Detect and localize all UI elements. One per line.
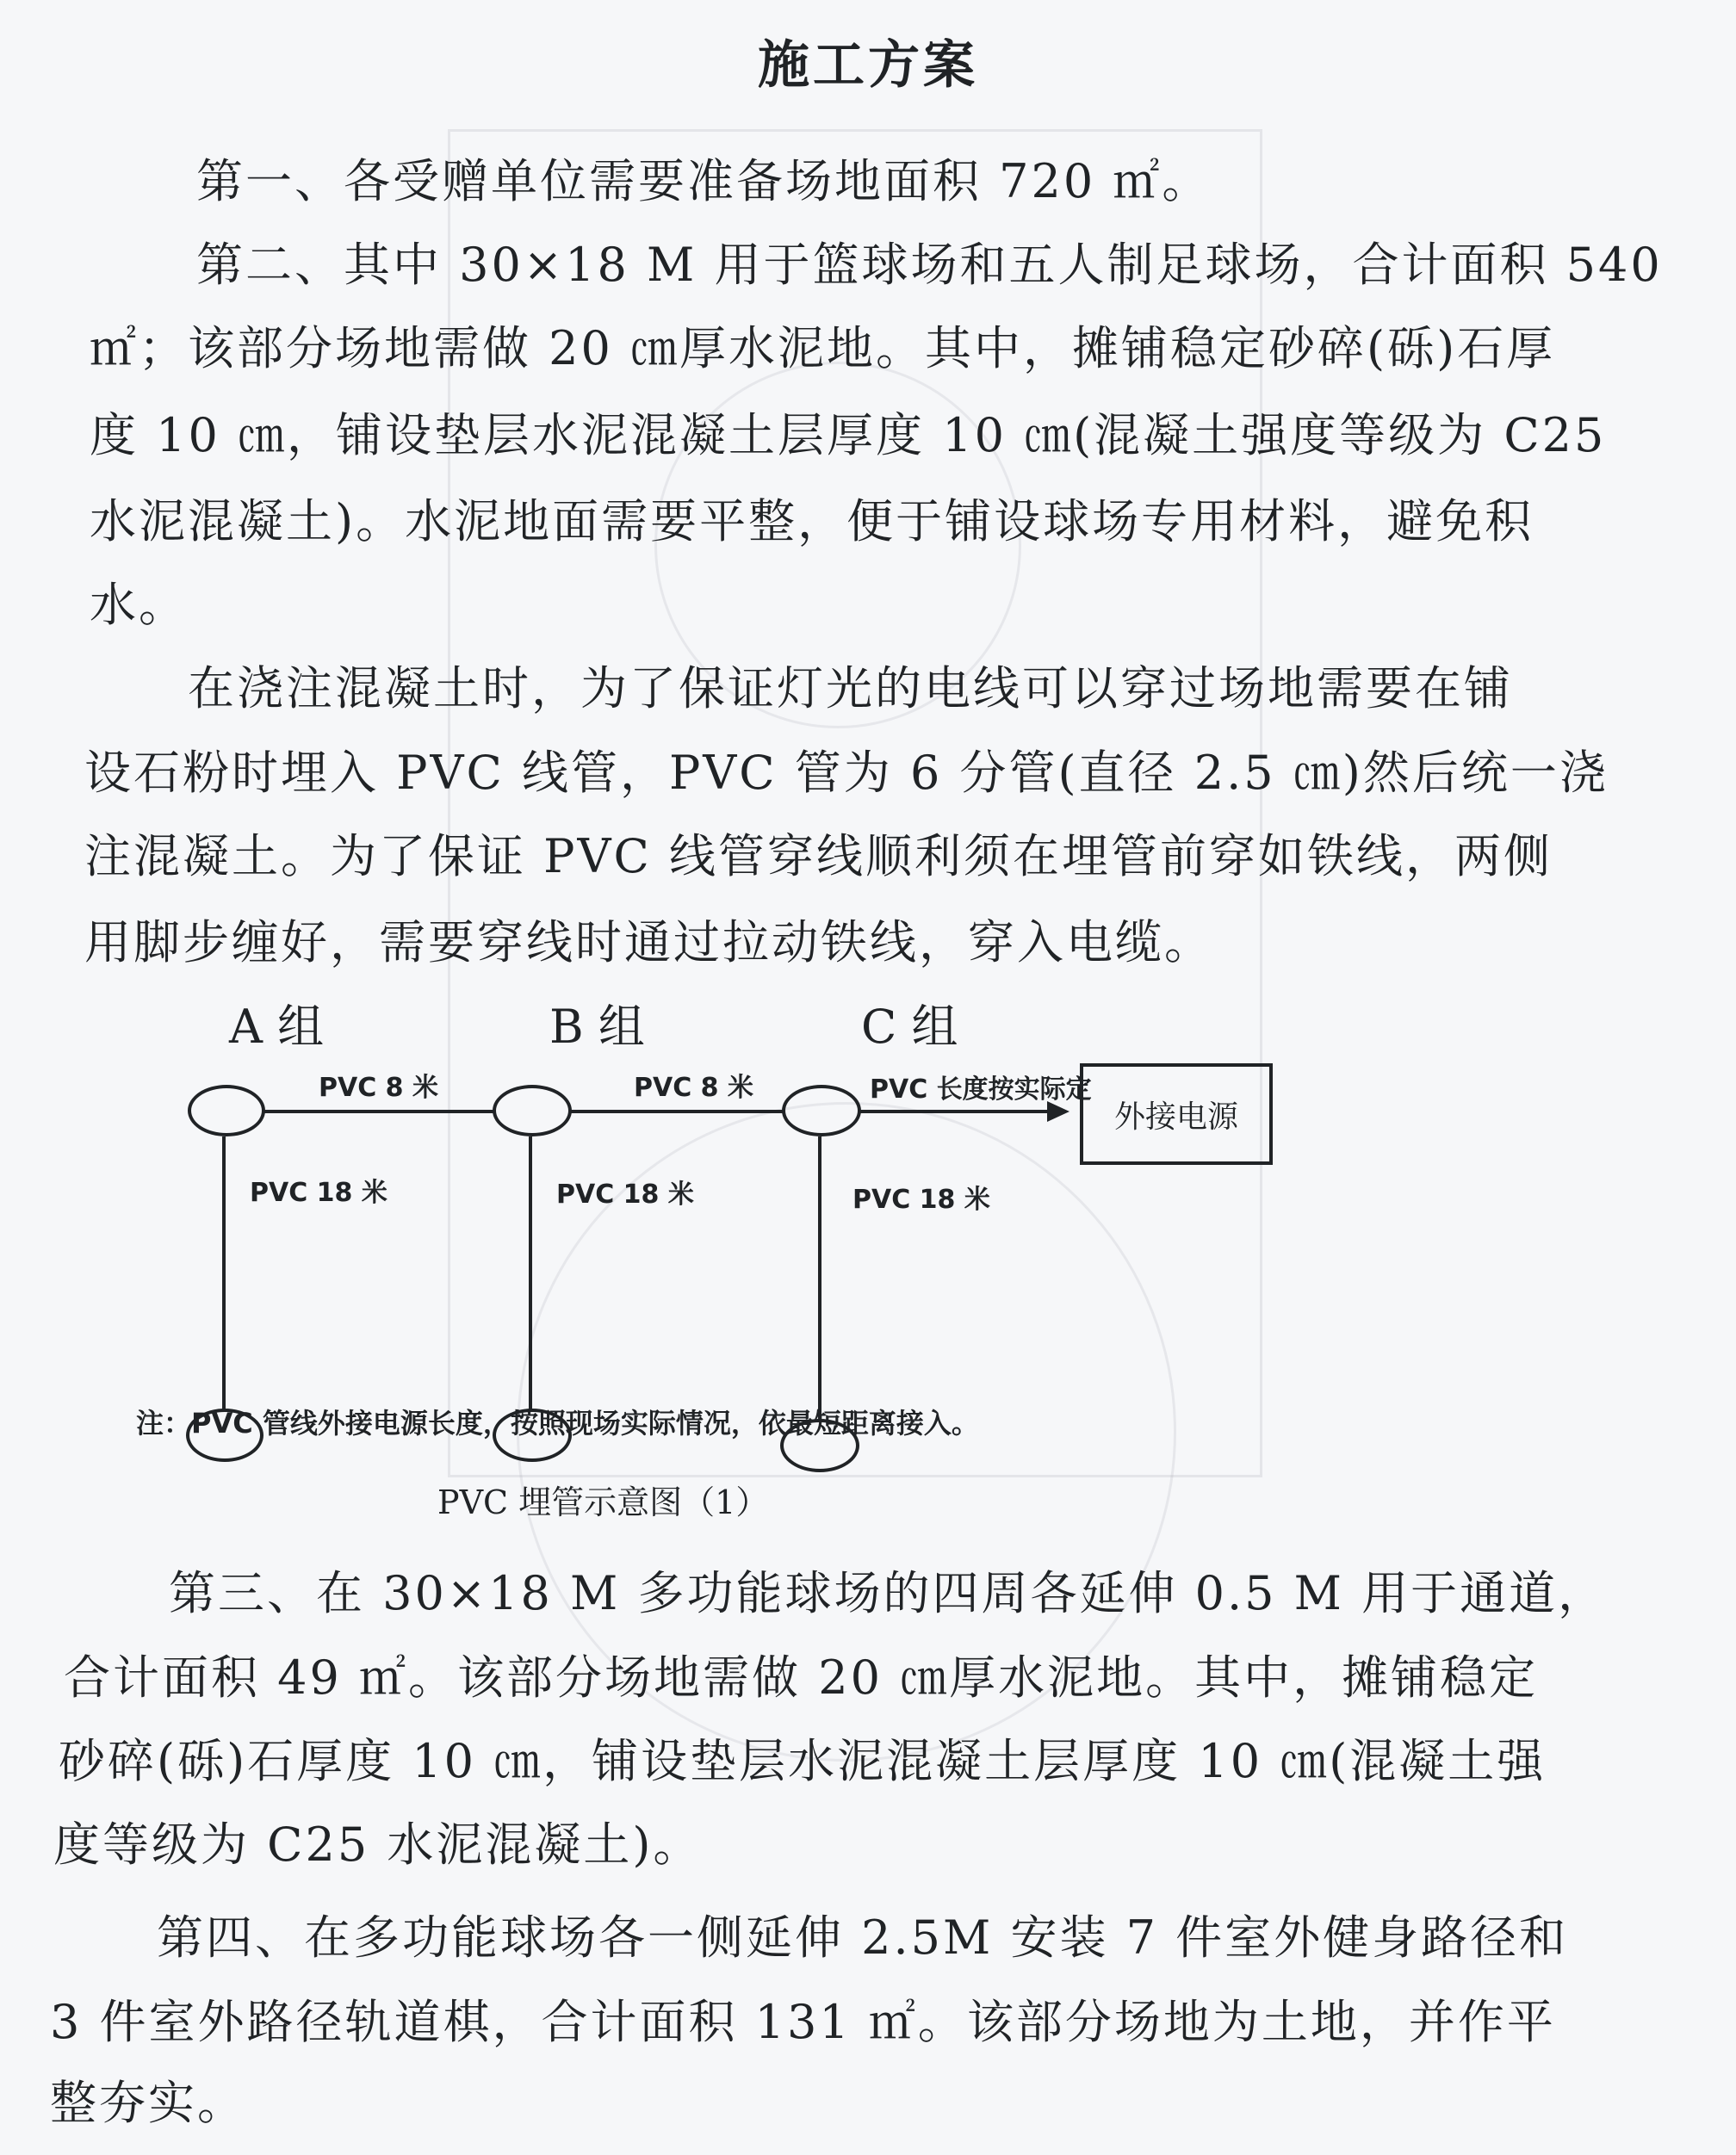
diagram-caption: PVC 埋管示意图（1） bbox=[437, 1483, 769, 1521]
external-power-box: 外接电源 bbox=[1080, 1063, 1273, 1165]
para3-line: 注混凝土。为了保证 PVC 线管穿线顺利须在埋管前穿如铁线，两侧 bbox=[84, 829, 1553, 883]
para5-line: 整夯实。 bbox=[50, 2076, 246, 2130]
diagram-note: 注：PVC 管线外接电源长度，按照现场实际情况，依最短距离接入。 bbox=[136, 1407, 979, 1440]
pvc-label-ab: PVC 8 米 bbox=[319, 1073, 438, 1103]
group-label-a: A 组 bbox=[229, 1000, 325, 1054]
pipe-b-c bbox=[570, 1110, 784, 1113]
pipe-c-vertical bbox=[818, 1136, 822, 1421]
para4-line: 第三、在 30×18 M 多功能球场的四周各延伸 0.5 M 用于通道， bbox=[169, 1566, 1608, 1620]
para4-line: 合计面积 49 ㎡。该部分场地需做 20 ㎝厚水泥地。其中，摊铺稳定 bbox=[64, 1650, 1539, 1705]
para2-line: 度 10 ㎝，铺设垫层水泥混凝土层厚度 10 ㎝(混凝土强度等级为 C25 bbox=[90, 408, 1607, 462]
pvc-label-bc: PVC 8 米 bbox=[634, 1073, 753, 1103]
node-c-top bbox=[782, 1085, 861, 1136]
pipe-c-power bbox=[859, 1110, 1047, 1113]
para4-line: 砂碎(砾)石厚度 10 ㎝，铺设垫层水泥混凝土层厚度 10 ㎝(混凝土强 bbox=[59, 1734, 1547, 1788]
para5-line: 3 件室外路径轨道棋，合计面积 131 ㎡。该部分场地为土地，并作平 bbox=[50, 1995, 1556, 2049]
para3-line: 在浇注混凝土时，为了保证灯光的电线可以穿过场地需要在铺 bbox=[188, 661, 1513, 715]
pvc-label-a-vertical: PVC 18 米 bbox=[250, 1178, 388, 1208]
pvc-label-c-power: PVC 长度按实际定 bbox=[870, 1074, 1092, 1105]
pvc-label-b-vertical: PVC 18 米 bbox=[556, 1180, 694, 1210]
pipe-b-vertical bbox=[529, 1136, 532, 1410]
para4-line: 度等级为 C25 水泥混凝土)。 bbox=[53, 1818, 703, 1872]
pipe-a-vertical bbox=[222, 1136, 226, 1410]
para3-line: 设石粉时埋入 PVC 线管，PVC 管为 6 分管(直径 2.5 ㎝)然后统一浇 bbox=[84, 746, 1609, 800]
para2-line: 水。 bbox=[90, 578, 188, 632]
document-title: 施工方案 bbox=[758, 35, 978, 96]
pvc-label-c-vertical: PVC 18 米 bbox=[852, 1185, 990, 1215]
group-label-b: B 组 bbox=[549, 1000, 645, 1054]
node-b-top bbox=[493, 1085, 572, 1136]
para1-line: 第一、各受赠单位需要准备场地面积 720 ㎡。 bbox=[196, 154, 1212, 208]
node-a-top bbox=[188, 1085, 265, 1136]
group-label-c: C 组 bbox=[861, 1000, 958, 1054]
para2-line: 水泥混凝土)。水泥地面需要平整，便于铺设球场专用材料，避免积 bbox=[90, 494, 1534, 548]
para2-line: 第二、其中 30×18 M 用于篮球场和五人制足球场，合计面积 540 bbox=[196, 238, 1663, 292]
para2-line: ㎡；该部分场地需做 20 ㎝厚水泥地。其中，摊铺稳定砂碎(砾)石厚 bbox=[90, 321, 1556, 375]
para5-line: 第四、在多功能球场各一侧延伸 2.5M 安装 7 件室外健身路径和 bbox=[157, 1910, 1569, 1965]
pipe-a-b bbox=[264, 1110, 494, 1113]
para3-line: 用脚步缠好，需要穿线时通过拉动铁线，穿入电缆。 bbox=[84, 915, 1213, 969]
